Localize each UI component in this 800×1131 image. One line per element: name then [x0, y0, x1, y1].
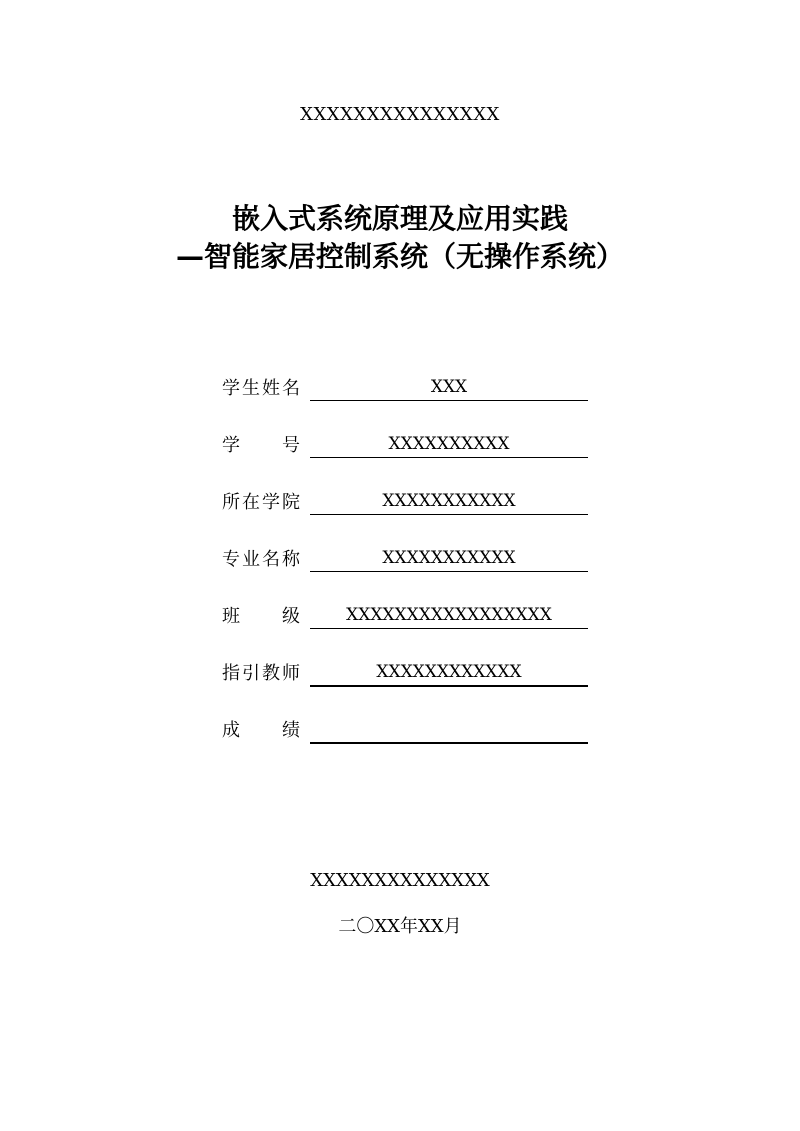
info-label: 指 引 教 师	[222, 663, 300, 684]
student-info-table	[222, 370, 590, 769]
info-label: 班 级	[222, 606, 300, 627]
footer-date: 二〇XX年XX月	[338, 916, 462, 937]
info-row-grade	[222, 712, 590, 769]
title-line-1: 嵌入式系统原理及应用实践	[231, 202, 568, 235]
info-row-instructor	[222, 655, 590, 712]
info-label: 成 绩	[222, 720, 300, 741]
info-row-student-id	[222, 427, 590, 484]
title-line-2: —智能家居控制系统（无操作系统）	[175, 240, 624, 273]
class-value: XXXXXXXXXXXXXXXXX	[310, 602, 588, 629]
student-name-value: XXX	[310, 374, 588, 401]
grade-value	[310, 716, 588, 744]
report-title	[0, 200, 800, 276]
info-row-major	[222, 541, 590, 598]
info-row-class	[222, 598, 590, 655]
major-value: XXXXXXXXXXX	[310, 545, 588, 572]
info-row-college	[222, 484, 590, 541]
college-value: XXXXXXXXXXX	[310, 488, 588, 515]
info-row-student-name	[222, 370, 590, 427]
school-name: XXXXXXXXXXXXXXX	[300, 104, 500, 125]
instructor-value: XXXXXXXXXXXX	[310, 659, 588, 687]
info-label: 学 号	[222, 435, 300, 456]
info-label: 所 在 学 院	[222, 492, 300, 513]
student-id-value: XXXXXXXXXX	[310, 431, 588, 458]
footer-organization: XXXXXXXXXXXXXX	[310, 870, 490, 891]
info-label: 专 业 名 称	[222, 549, 300, 570]
info-label: 学 生 姓 名	[222, 378, 300, 399]
